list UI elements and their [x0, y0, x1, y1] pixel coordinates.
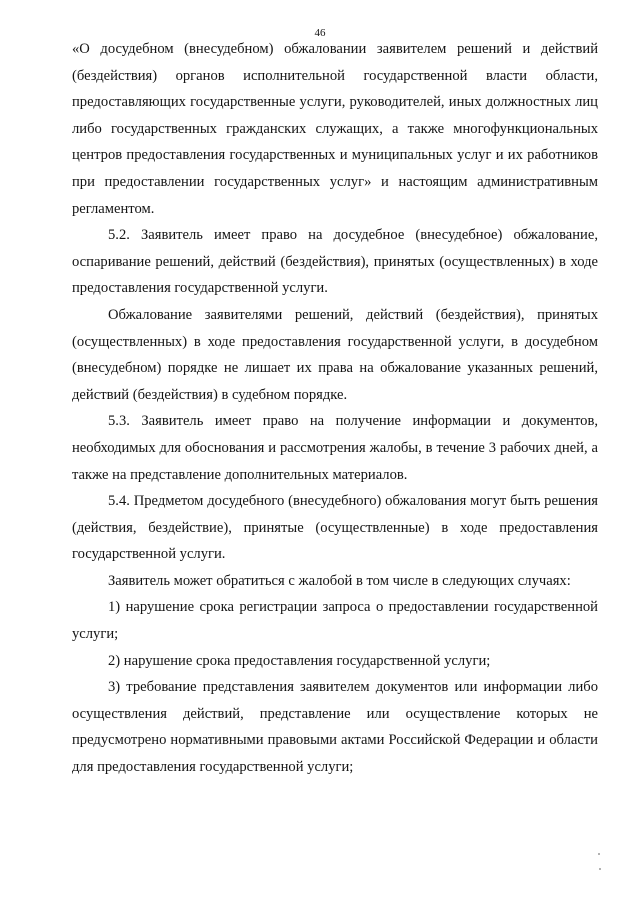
paragraph-appeal-rights: Обжалование заявителями решений, действий (бездействия), принятых (осуществленных) в ходе предоставления государственной услуги, в досудебном (внесудебном) порядке не лишает их права на обжалование указанных решений, действий (бездействия) в судебном порядке. [72, 306, 598, 403]
paragraph-5-2: 5.2. Заявитель имеет право на досудебное (внесудебное) обжалование, оспаривание решений, действий (бездействия), принятых (осуществленных) в ходе предоставления государственной услуги. [72, 227, 598, 297]
scan-speck [599, 868, 601, 870]
list-item-3: 3) требование представления заявителем документов или информации либо осуществления действий, представление или осуществление которых не предусмотрено нормативными правовыми актами Российской Федерации и области для предоставления государственной услуги; [72, 679, 598, 776]
document-body [72, 36, 598, 781]
paragraph-5-4: 5.4. Предметом досудебного (внесудебного) обжалования могут быть решения (действия, бездействие), принятые (осуществленные) в ходе предоставления государственной услуги. [72, 493, 598, 563]
scan-speck [598, 853, 600, 855]
paragraph-continuation: «О досудебном (внесудебном) обжаловании заявителем решений и действий (бездействия) органов исполнительной государственной власти области, предоставляющих государственные услуги, руководителей, иных должностных лиц либо государственных гражданских служащих, а также многофункциональных центров предоставления государственных и муниципальных услуг и их работников при предоставлении государственных услуг» и настоящим административным регламентом. [72, 41, 598, 217]
page-number: 46 [314, 27, 326, 39]
list-item-2: 2) нарушение срока предоставления государственной услуги; [108, 652, 491, 669]
list-item-1: 1) нарушение срока регистрации запроса о предоставлении государственной услуги; [72, 599, 598, 643]
paragraph-cases-intro: Заявитель может обратиться с жалобой в том числе в следующих случаях: [108, 572, 571, 589]
paragraph-5-3: 5.3. Заявитель имеет право на получение информации и документов, необходимых для обоснования и рассмотрения жалобы, в течение 3 рабочих дней, а также на представление дополнительных материалов. [72, 413, 598, 483]
